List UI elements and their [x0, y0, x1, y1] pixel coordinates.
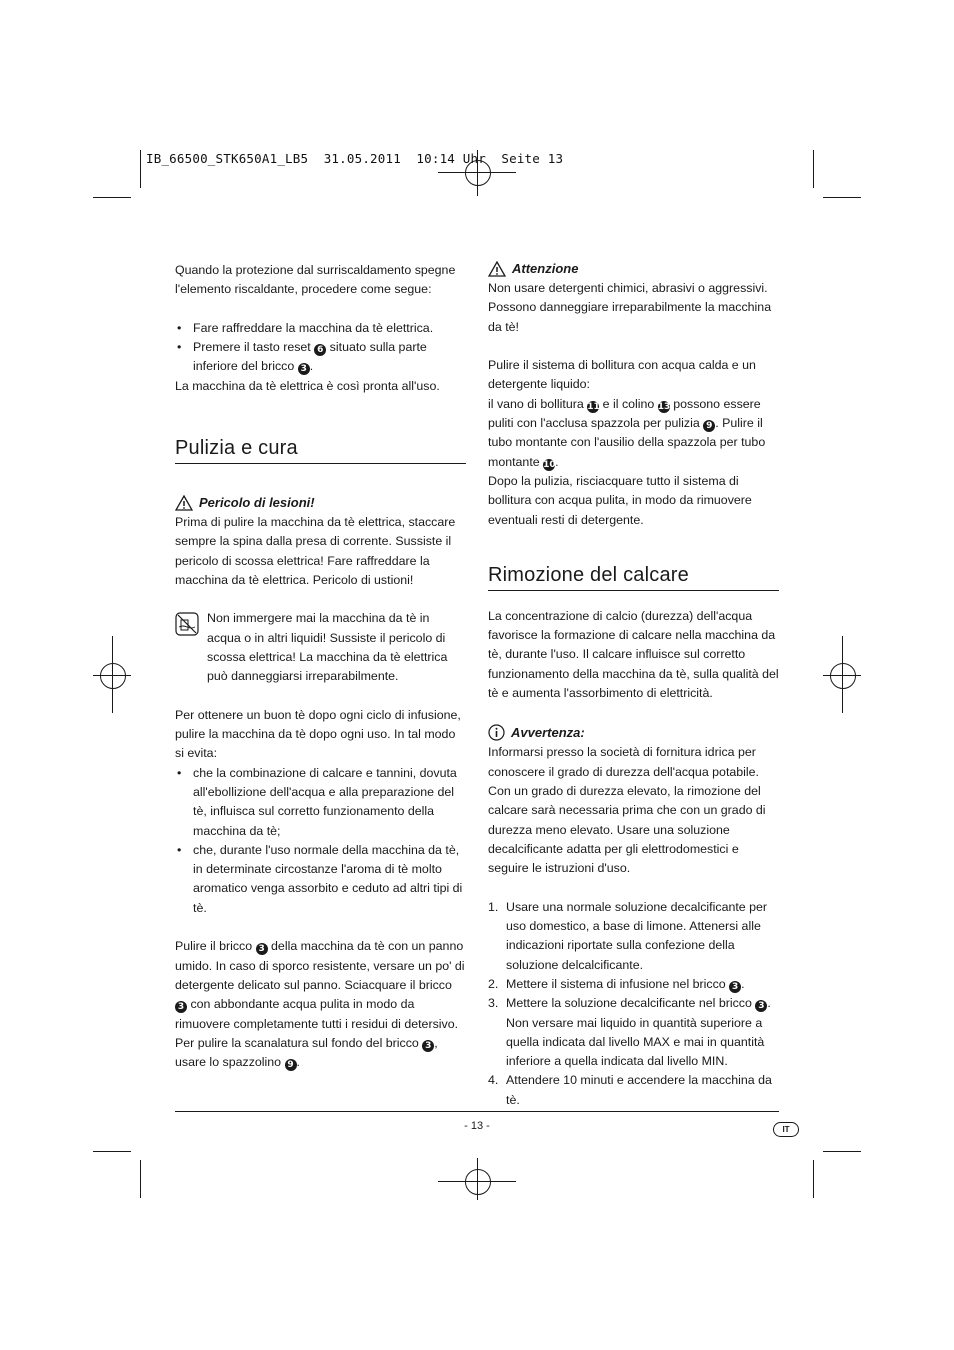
crop-mark: [823, 1151, 861, 1152]
crop-mark: [823, 197, 861, 198]
language-badge: IT: [773, 1122, 799, 1137]
attention-text: Non usare detergenti chimici, abrasivi o aggressivi. Possono danneggiare irreparabilmente la macchina da tè!: [488, 281, 772, 334]
warning-text: Prima di pulire la macchina da tè elettrica, staccare sempre la spina dalla presa di corrente. Sussiste il pericolo di scossa elettrica! Fare raffreddare la macchina da tè elettrica. Pericolo di ustioni!: [175, 515, 456, 587]
step-item: 3. Mettere la soluzione decalcificante nel bricco 3 . Non versare mai liquido in quantità superiore a quella indicata dal livello MAX e mai in quantità inferiore a quella indicata dal livello MIN.: [488, 996, 771, 1069]
footer-rule: [175, 1111, 779, 1112]
list-item: • che la combinazione di calcare e tannini, dovuta all'ebollizione dell'acqua e alla preparazione del tè, influisca sul corretto funzionamento della macchina da tè;: [175, 764, 466, 841]
note-heading: Avvertenza:: [488, 722, 779, 743]
clean-paragraph: Pulire il bricco 3 della macchina da tè con un panno umido. In caso di sporco resistente, versare un po' di detergente delicato sul panno. Sciacquare il bricco 3 con abbondante acqua pulita in modo da rimuovere completamente tutti i residui di detersivo. Per pulire la scanalatura sul fondo del bricco 3 , usare lo spazzolino 9 .: [175, 939, 465, 1071]
note-text: Informarsi presso la società di fornitura idrica per conoscere il grado di durezza dell'acqua potabile. Con un grado di durezza elevato, la rimozione del calcare sarà necessaria prima che con un grado di durezza meno elevato. Usare una soluzione decalcificante adatta per gli elettrodomestici e seguire le istruzioni d'uso.: [488, 745, 766, 876]
ref-number: 3: [422, 1040, 434, 1052]
list-item: • Premere il tasto reset 6 situato sulla parte inferiore del bricco 3 .: [175, 338, 466, 377]
warning-heading: Pericolo di lesioni!: [175, 492, 466, 513]
calc-paragraph: La concentrazione di calcio (durezza) dell'acqua favorisce la formazione di calcare nella macchina da tè, durante l'uso. Il calcare influisce sul corretto funzionamento della macchina da tè, sulla qualità del tè e aumenta l'assorbimento di elettricità.: [488, 608, 779, 701]
crop-mark: [813, 1160, 814, 1198]
ref-number: 6: [314, 344, 326, 356]
info-icon: [488, 724, 505, 741]
rinse-paragraph: Dopo la pulizia, risciacquare tutto il sistema di bollitura con acqua pulita, in modo da rimuovere eventuali resti di detergente.: [488, 473, 752, 527]
ref-number: 11: [587, 401, 600, 412]
system-paragraph: il vano di bollitura 11 e il colino 13 possono essere puliti con l'acclusa spazzola per pulizia 9 . Pulire il tubo montante con l'ausilio della spazzola per tubo montante 10.: [488, 396, 766, 470]
crop-mark: [813, 150, 814, 188]
warning-triangle-icon: [488, 261, 506, 277]
ref-number: 9: [285, 1059, 297, 1071]
step-item: 1. Usare una normale soluzione decalcificante per uso domestico, a base di limone. Attenersi alle indicazioni riportate sulla confezione della soluzione delcalcificante.: [488, 899, 768, 972]
warning-triangle-icon: [175, 495, 193, 511]
right-column: [488, 258, 779, 1110]
registration-circle: [465, 1169, 491, 1195]
system-intro: Pulire il sistema di bollitura con acqua calda e un detergente liquido:: [488, 358, 756, 392]
crop-mark: [93, 197, 131, 198]
list-item: • Fare raffreddare la macchina da tè elettrica.: [175, 319, 466, 338]
no-immerse-note: Non immergere mai la macchina da tè in acqua o in altri liquidi! Sussiste il pericolo di scossa elettrica! La macchina da tè elettrica può danneggiarsi irreparabilmente.: [175, 609, 466, 686]
ref-number: 3: [256, 943, 268, 955]
ready-paragraph: La macchina da tè elettrica è così pronta all'uso.: [175, 378, 440, 393]
registration-circle: [100, 663, 126, 689]
attention-heading: Attenzione: [488, 258, 779, 279]
ref-number: 13: [657, 401, 671, 412]
ref-number: 3: [298, 363, 310, 375]
step-item: 2. Mettere il sistema di infusione nel bricco 3 .: [488, 976, 745, 992]
section-title-calcare: Rimozione del calcare: [488, 563, 779, 591]
registration-circle: [830, 663, 856, 689]
ref-number: 9: [703, 420, 715, 432]
crop-mark: [140, 150, 141, 188]
section-title-pulizia: Pulizia e cura: [175, 436, 466, 464]
per-ottenere-paragraph: Per ottenere un buon tè dopo ogni ciclo di infusione, pulire la macchina da tè dopo ogni uso. In tal modo si evita:: [175, 707, 461, 761]
left-column: [175, 261, 466, 1072]
step-item: 4. Attendere 10 minuti e accendere la macchina da tè.: [488, 1073, 772, 1107]
page-number: - 13 -: [464, 1120, 490, 1132]
crop-mark: [140, 1160, 141, 1198]
ref-number: 10: [543, 459, 556, 470]
intro-paragraph: Quando la protezione dal surriscaldamento spegne l'elemento riscaldante, procedere come segue:: [175, 263, 456, 297]
ref-number: 3: [175, 1001, 187, 1013]
do-not-immerse-icon: [175, 612, 199, 636]
ref-number: 3: [729, 981, 741, 993]
list-item: • che, durante l'uso normale della macchina da tè, in determinate circostanze l'aroma di tè molto aromatico venga assorbito e ceduto ad altri tipi di tè.: [175, 841, 466, 918]
print-slug: IB_66500_STK650A1_LB5 31.05.2011 10:14 Uhr Seite 13: [146, 151, 564, 166]
ref-number: 3: [755, 1000, 767, 1012]
crop-mark: [93, 1151, 131, 1152]
